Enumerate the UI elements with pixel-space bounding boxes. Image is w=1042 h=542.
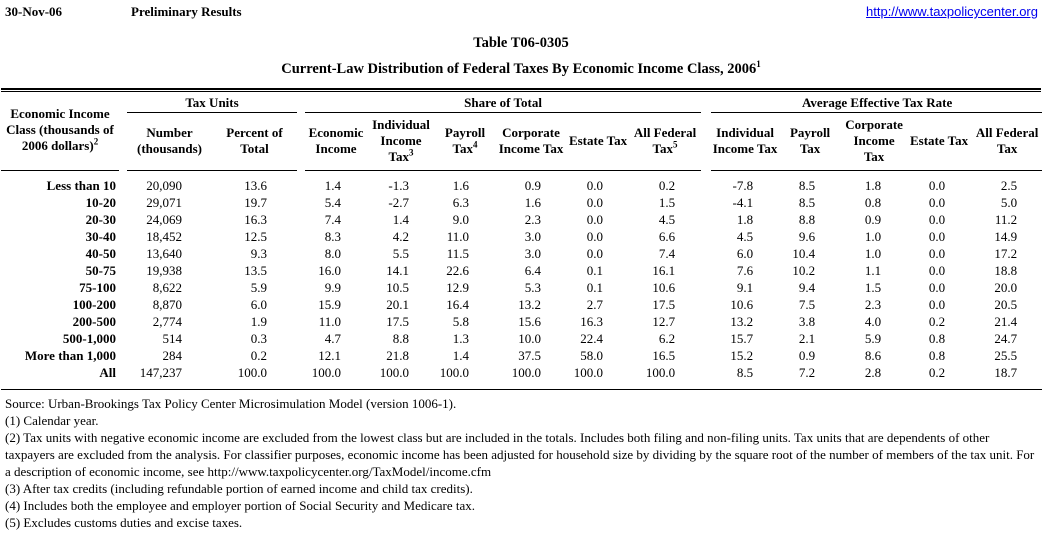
footnote-ref-1: 1 <box>756 59 761 70</box>
value-cell: 14.1 <box>386 263 410 278</box>
footnote-ref-3: 3 <box>409 147 414 158</box>
value-cell: 3.8 <box>798 314 816 329</box>
table-header <box>1 92 1042 171</box>
value-cell: 2.3 <box>864 297 882 312</box>
footnote-4: (4) Includes both the employee and employer portion of Social Security and Medicare tax. <box>5 498 476 513</box>
row-label: 200-500 <box>72 314 116 329</box>
col-header-rate-corporate-income-tax: Corporate Income Tax <box>841 113 907 171</box>
value-cell: 0.0 <box>586 178 604 193</box>
value-cell: 18,452 <box>146 229 182 244</box>
value-cell: 100.0 <box>379 365 410 380</box>
value-cell: 0.1 <box>586 263 604 278</box>
value-cell: 0.0 <box>928 229 946 244</box>
value-cell: 6.3 <box>452 195 470 210</box>
column-gap <box>297 330 305 347</box>
footnote-5: (5) Excludes customs duties and excise taxes. <box>5 515 243 530</box>
value-cell: 100.0 <box>511 365 542 380</box>
preliminary-results-label: Preliminary Results <box>131 4 242 19</box>
value-cell: 29,071 <box>146 195 182 210</box>
col-header-rate-estate-tax: Estate Tax <box>907 113 971 171</box>
value-cell: 22.4 <box>580 331 604 346</box>
col-header-share-all-federal-tax: All Federal Tax$^5$ <box>629 113 701 171</box>
value-cell: 0.8 <box>928 331 946 346</box>
value-cell: 4.7 <box>324 331 342 346</box>
value-cell: 15.7 <box>730 331 754 346</box>
column-gap <box>119 296 127 313</box>
value-cell: 1.6 <box>524 195 542 210</box>
table-body <box>1 171 1042 389</box>
value-cell: 0.0 <box>586 229 604 244</box>
value-cell: 1.0 <box>864 229 882 244</box>
col-header-share-estate-tax: Estate Tax <box>567 113 629 171</box>
footnote-1: (1) Calendar year. <box>5 413 99 428</box>
value-cell: 514 <box>162 331 182 346</box>
column-gap <box>701 296 711 313</box>
group-header-tax-units: Tax Units <box>127 92 297 113</box>
table-row <box>1 296 1042 313</box>
page-topbar <box>0 0 1042 20</box>
group-header-share-of-total: Share of Total <box>305 92 701 113</box>
value-cell: 100.0 <box>573 365 604 380</box>
value-cell: 20.5 <box>994 297 1018 312</box>
footnotes <box>5 395 1040 531</box>
value-cell: 6.0 <box>250 297 268 312</box>
footnote-ref-4: 4 <box>473 139 478 150</box>
value-cell: 1.4 <box>392 212 410 227</box>
value-cell: 0.0 <box>928 263 946 278</box>
value-cell: 16.3 <box>580 314 604 329</box>
column-gap <box>297 194 305 211</box>
value-cell: 8.8 <box>798 212 816 227</box>
value-cell: 11.0 <box>446 229 470 244</box>
value-cell: 21.4 <box>994 314 1018 329</box>
row-label: Less than 10 <box>46 178 116 193</box>
row-label: 30-40 <box>85 229 116 244</box>
value-cell: 13.2 <box>518 297 542 312</box>
row-label: 20-30 <box>85 212 116 227</box>
value-cell: 0.3 <box>250 331 268 346</box>
col-header-share-corporate-income-tax: Corporate Income Tax <box>495 113 567 171</box>
column-gap <box>119 228 127 245</box>
value-cell: 7.2 <box>798 365 816 380</box>
value-cell: 0.8 <box>864 195 882 210</box>
column-gap <box>297 347 305 364</box>
value-cell: 4.5 <box>736 229 754 244</box>
table-row <box>1 279 1042 296</box>
row-label: 75-100 <box>79 280 116 295</box>
footnote-3: (3) After tax credits (including refundable portion of earned income and child tax credits). <box>5 481 473 496</box>
value-cell: 1.1 <box>864 263 882 278</box>
value-cell: 4.0 <box>864 314 882 329</box>
col-header-number-thousands: Number (thousands) <box>127 113 212 171</box>
value-cell: 8.8 <box>392 331 410 346</box>
value-cell: 0.0 <box>928 246 946 261</box>
value-cell: 5.8 <box>452 314 470 329</box>
column-gap <box>119 171 127 194</box>
report-date: 30-Nov-06 <box>5 4 63 19</box>
column-gap <box>297 313 305 330</box>
value-cell: 5.3 <box>524 280 542 295</box>
value-cell: 7.6 <box>736 263 754 278</box>
value-cell: 11.5 <box>446 246 470 261</box>
value-cell: 0.0 <box>586 246 604 261</box>
value-cell: 0.0 <box>928 297 946 312</box>
row-label: 50-75 <box>85 263 116 278</box>
col-header-rate-all-federal-tax: All Federal Tax <box>971 113 1042 171</box>
group-header-average-effective-tax-rate: Average Effective Tax Rate <box>711 92 1042 113</box>
value-cell: 6.4 <box>524 263 542 278</box>
value-cell: 0.2 <box>928 365 946 380</box>
value-cell: 0.2 <box>658 178 676 193</box>
value-cell: 6.2 <box>658 331 676 346</box>
value-cell: 11.2 <box>994 212 1018 227</box>
value-cell: 13,640 <box>146 246 182 261</box>
value-cell: 7.4 <box>658 246 676 261</box>
column-gap <box>119 347 127 364</box>
column-gap <box>119 364 127 389</box>
value-cell: -2.7 <box>388 195 410 210</box>
value-cell: 100.0 <box>645 365 676 380</box>
value-cell: 16.3 <box>244 212 268 227</box>
column-gap <box>701 171 711 194</box>
value-cell: 8.6 <box>864 348 882 363</box>
value-cell: 5.4 <box>324 195 342 210</box>
table-row <box>1 330 1042 347</box>
column-gap <box>297 211 305 228</box>
value-cell: 0.0 <box>928 280 946 295</box>
column-gap <box>701 330 711 347</box>
value-cell: 9.0 <box>452 212 470 227</box>
value-cell: 100.0 <box>439 365 470 380</box>
value-cell: 1.8 <box>736 212 754 227</box>
column-gap <box>701 262 711 279</box>
value-cell: 0.8 <box>928 348 946 363</box>
column-gap <box>297 296 305 313</box>
value-cell: 2.7 <box>586 297 604 312</box>
value-cell: 3.0 <box>524 246 542 261</box>
value-cell: 17.5 <box>386 314 410 329</box>
column-gap <box>297 228 305 245</box>
column-gap <box>701 364 711 389</box>
value-cell: 15.6 <box>518 314 542 329</box>
row-label: All <box>99 365 116 380</box>
value-cell: 9.4 <box>798 280 816 295</box>
value-cell: 2.8 <box>864 365 882 380</box>
value-cell: 13.5 <box>244 263 268 278</box>
value-cell: 0.0 <box>928 195 946 210</box>
value-cell: 0.2 <box>928 314 946 329</box>
footnote-2: (2) Tax units with negative economic income are excluded from the lowest class but are included in the totals. Includes both filing and non-filing units. Tax units that are dependents of other taxpayers are excluded from the analysis. For classifier purposes, economic income has been adjusted for household size by dividing by the square root of the number of members of the tax unit. For a description of economic income, see http://www.taxpolicycenter.org/TaxModel/income.cfm <box>5 430 1035 479</box>
value-cell: 5.5 <box>392 246 410 261</box>
table-row <box>1 228 1042 245</box>
value-cell: 22.6 <box>446 263 470 278</box>
value-cell: 10.5 <box>386 280 410 295</box>
value-cell: 2.1 <box>798 331 816 346</box>
table-number-title: Table T06-0305 <box>473 35 569 51</box>
column-header-row <box>1 113 1042 171</box>
value-cell: 2.5 <box>1000 178 1018 193</box>
value-cell: 10.6 <box>730 297 754 312</box>
row-label: 100-200 <box>72 297 116 312</box>
column-gap <box>119 194 127 211</box>
table-row <box>1 347 1042 364</box>
value-cell: 19,938 <box>146 263 182 278</box>
value-cell: 12.1 <box>318 348 342 363</box>
value-cell: 18.8 <box>994 263 1018 278</box>
table-row <box>1 262 1042 279</box>
taxpolicycenter-link[interactable]: http://www.taxpolicycenter.org <box>866 4 1038 19</box>
column-gap <box>119 313 127 330</box>
col-header-rate-payroll-tax: Payroll Tax <box>779 113 841 171</box>
title-block <box>0 35 1042 78</box>
column-gap <box>701 245 711 262</box>
table-row <box>1 313 1042 330</box>
row-label: 40-50 <box>85 246 116 261</box>
value-cell: 10.4 <box>792 246 816 261</box>
value-cell: 1.8 <box>864 178 882 193</box>
value-cell: 12.9 <box>446 280 470 295</box>
value-cell: 1.5 <box>658 195 676 210</box>
table-row <box>1 245 1042 262</box>
column-gap <box>297 364 305 389</box>
col-header-share-individual-income-tax: Individual Income Tax$^3$ <box>367 113 435 171</box>
value-cell: 9.1 <box>736 280 754 295</box>
row-label: 10-20 <box>85 195 116 210</box>
table-row <box>1 211 1042 228</box>
value-cell: 16.1 <box>652 263 676 278</box>
column-gap <box>701 92 711 171</box>
column-gap <box>701 279 711 296</box>
value-cell: 18.7 <box>994 365 1018 380</box>
table-row <box>1 171 1042 194</box>
col-header-share-payroll-tax: Payroll Tax$^4$ <box>435 113 495 171</box>
value-cell: 24.7 <box>994 331 1018 346</box>
value-cell: 0.0 <box>928 178 946 193</box>
value-cell: 24,069 <box>146 212 182 227</box>
col-header-percent-of-total: Percent of Total <box>212 113 297 171</box>
value-cell: 11.0 <box>318 314 342 329</box>
value-cell: 8,622 <box>152 280 182 295</box>
value-cell: 20.1 <box>386 297 410 312</box>
value-cell: 15.9 <box>318 297 342 312</box>
value-cell: 1.6 <box>452 178 470 193</box>
value-cell: 7.4 <box>324 212 342 227</box>
column-gap <box>701 228 711 245</box>
value-cell: 0.0 <box>586 195 604 210</box>
value-cell: 100.0 <box>237 365 268 380</box>
value-cell: 13.6 <box>244 178 268 193</box>
value-cell: 20,090 <box>146 178 182 193</box>
value-cell: 10.2 <box>792 263 816 278</box>
column-gap <box>297 171 305 194</box>
value-cell: 17.5 <box>652 297 676 312</box>
footnote-ref-5: 5 <box>673 139 678 150</box>
value-cell: 0.1 <box>586 280 604 295</box>
value-cell: 9.9 <box>324 280 342 295</box>
value-cell: 16.5 <box>652 348 676 363</box>
value-cell: 8.5 <box>736 365 754 380</box>
value-cell: 8.3 <box>324 229 342 244</box>
value-cell: 100.0 <box>311 365 342 380</box>
column-gap <box>297 92 305 171</box>
column-gap <box>297 262 305 279</box>
value-cell: 5.9 <box>250 280 268 295</box>
value-cell: 6.6 <box>658 229 676 244</box>
value-cell: 0.9 <box>524 178 542 193</box>
value-cell: 8.5 <box>798 178 816 193</box>
value-cell: 0.2 <box>250 348 268 363</box>
value-cell: 9.3 <box>250 246 268 261</box>
row-header-economic-income-class: Economic Income Class (thousands of 2006 dollars)$^2$ <box>1 92 119 171</box>
value-cell: 16.4 <box>446 297 470 312</box>
tax-distribution-table <box>1 92 1042 390</box>
value-cell: 1.0 <box>864 246 882 261</box>
value-cell: 10.0 <box>518 331 542 346</box>
value-cell: 8.5 <box>798 195 816 210</box>
value-cell: 1.3 <box>452 331 470 346</box>
value-cell: 13.2 <box>730 314 754 329</box>
value-cell: 5.0 <box>1000 195 1018 210</box>
value-cell: 4.5 <box>658 212 676 227</box>
row-label: 500-1,000 <box>62 331 116 346</box>
value-cell: -1.3 <box>388 178 410 193</box>
value-cell: 0.9 <box>798 348 816 363</box>
column-gap <box>297 245 305 262</box>
column-gap <box>701 313 711 330</box>
value-cell: 3.0 <box>524 229 542 244</box>
table-row <box>1 194 1042 211</box>
value-cell: 0.0 <box>928 212 946 227</box>
value-cell: 2.3 <box>524 212 542 227</box>
column-gap <box>701 211 711 228</box>
value-cell: 6.0 <box>736 246 754 261</box>
value-cell: 8,870 <box>152 297 182 312</box>
col-header-share-economic-income: Economic Income <box>305 113 367 171</box>
value-cell: 12.5 <box>244 229 268 244</box>
value-cell: 20.0 <box>994 280 1018 295</box>
column-gap <box>119 330 127 347</box>
value-cell: 284 <box>162 348 182 363</box>
value-cell: 25.5 <box>994 348 1018 363</box>
value-cell: 16.0 <box>318 263 342 278</box>
column-gap <box>119 262 127 279</box>
value-cell: 9.6 <box>798 229 816 244</box>
value-cell: 2,774 <box>152 314 182 329</box>
value-cell: 58.0 <box>580 348 604 363</box>
source-note: Source: Urban-Brookings Tax Policy Center Microsimulation Model (version 1006-1). <box>5 396 457 411</box>
value-cell: 15.2 <box>730 348 754 363</box>
column-gap <box>297 279 305 296</box>
column-gap <box>701 347 711 364</box>
group-header-row <box>1 92 1042 113</box>
footnote-ref-2: 2 <box>93 136 99 147</box>
value-cell: 21.8 <box>386 348 410 363</box>
value-cell: -4.1 <box>732 195 754 210</box>
value-cell: 4.2 <box>392 229 410 244</box>
value-cell: 0.9 <box>864 212 882 227</box>
value-cell: 1.9 <box>250 314 268 329</box>
row-label: More than 1,000 <box>24 348 116 363</box>
value-cell: 8.0 <box>324 246 342 261</box>
value-cell: 14.9 <box>994 229 1018 244</box>
value-cell: 12.7 <box>652 314 676 329</box>
value-cell: 19.7 <box>244 195 268 210</box>
table-subtitle: Current-Law Distribution of Federal Taxes By Economic Income Class, 2006$^1$ <box>281 59 761 77</box>
column-gap <box>119 245 127 262</box>
value-cell: 7.5 <box>798 297 816 312</box>
value-cell: 0.0 <box>586 212 604 227</box>
value-cell: 1.5 <box>864 280 882 295</box>
col-header-rate-individual-income-tax: Individual Income Tax <box>711 113 779 171</box>
column-gap <box>119 211 127 228</box>
value-cell: 1.4 <box>324 178 342 193</box>
value-cell: 147,237 <box>139 365 182 380</box>
value-cell: 10.6 <box>652 280 676 295</box>
table-row <box>1 364 1042 389</box>
column-gap <box>119 92 127 171</box>
value-cell: 37.5 <box>518 348 542 363</box>
value-cell: 5.9 <box>864 331 882 346</box>
data-table-wrap <box>1 88 1041 390</box>
value-cell: -7.8 <box>732 178 754 193</box>
value-cell: 1.4 <box>452 348 470 363</box>
column-gap <box>701 194 711 211</box>
column-gap <box>119 279 127 296</box>
value-cell: 17.2 <box>994 246 1018 261</box>
